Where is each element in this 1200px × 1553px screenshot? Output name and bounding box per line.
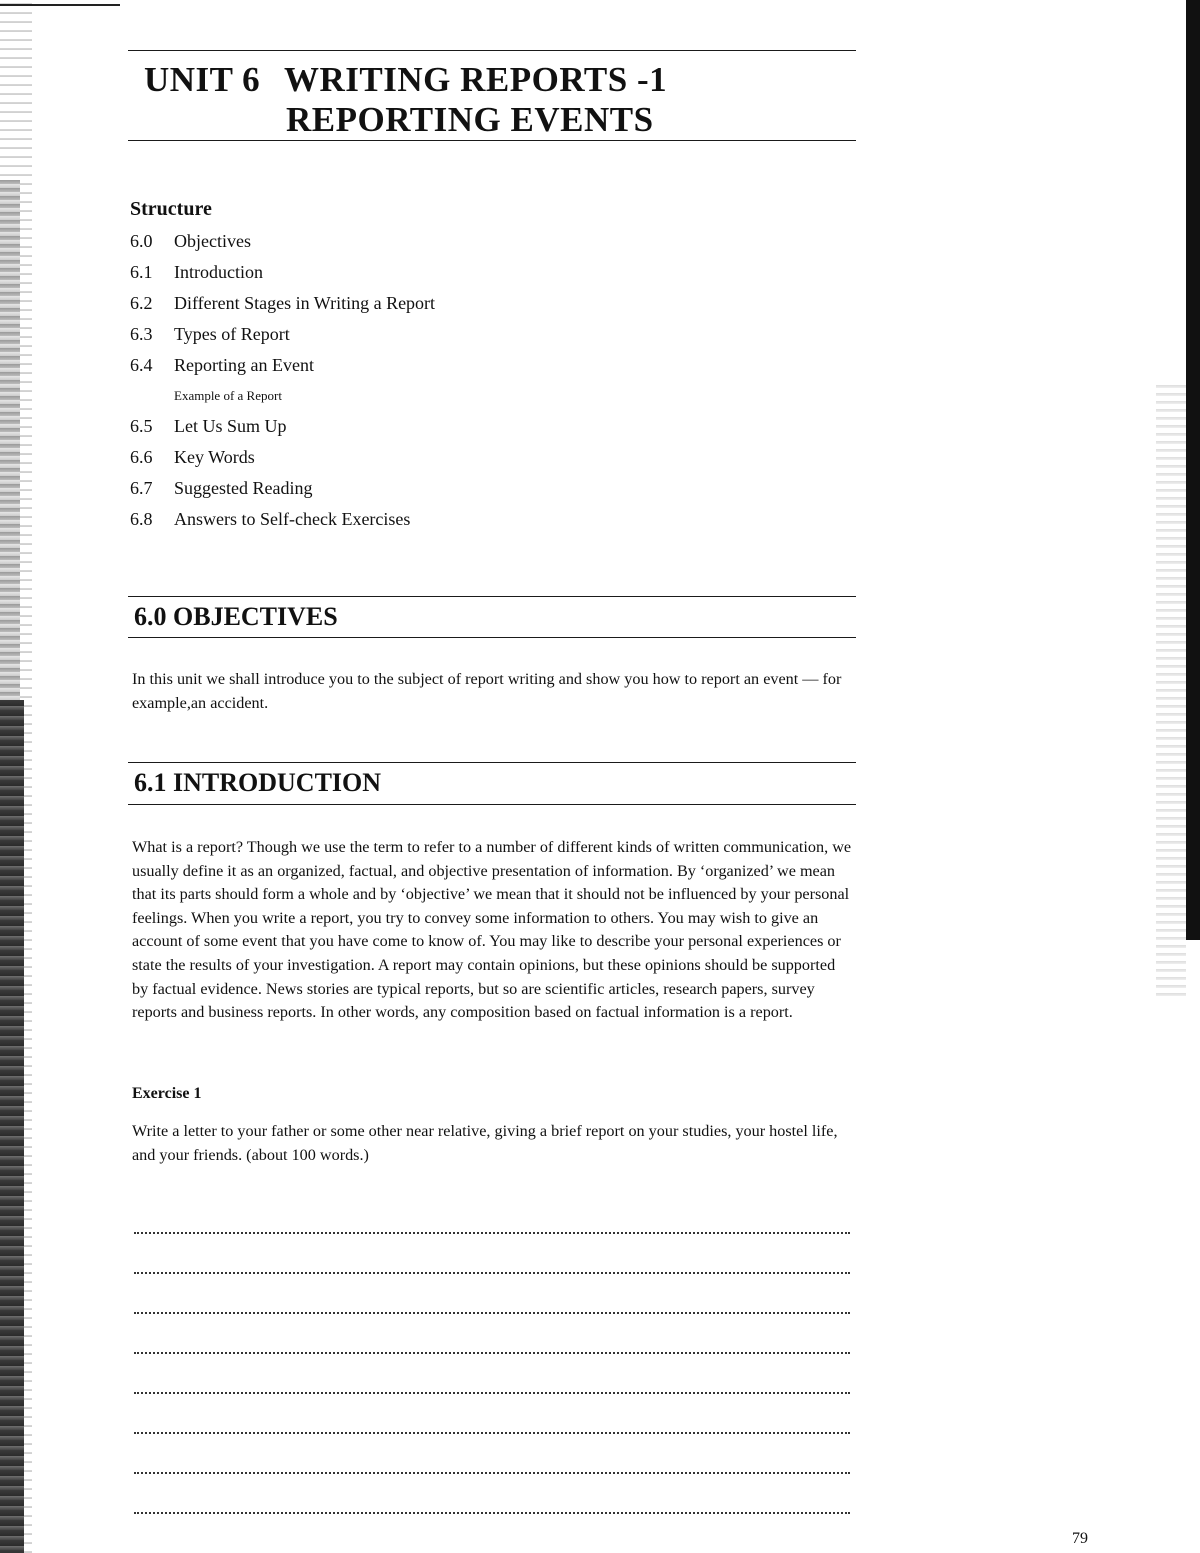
toc-label: Types of Report — [174, 324, 290, 344]
introduction-paragraph: What is a report? Though we use the term to refer to a number of different kinds of written communication, we usually define it as an organized, factual, and objective presentation of information. By ‘organized’ we mean that its parts should form a whole and by ‘objective’ we mean that it should not be influenced by your personal feelings. When you write a report, you try to convey some information to others. You may wish to give an account of some event that you have come to know of. You may like to describe your personal experiences or state the results of your investigation. A report may contain opinions, but these opinions should be supported by factual evidence. News stories are typical reports, but so are scientific articles, research papers, survey reports and business reports. In other words, any composition based on factual information is a report. — [132, 838, 852, 1022]
answer-line[interactable] — [134, 1312, 850, 1314]
toc-label: Let Us Sum Up — [174, 416, 287, 436]
toc-item — [130, 321, 435, 352]
toc-number: 6.2 — [130, 293, 153, 313]
answer-line[interactable] — [134, 1352, 850, 1354]
toc-label: Answers to Self-check Exercises — [174, 509, 411, 529]
objectives-rule-top — [128, 596, 856, 597]
toc-label: Reporting an Event — [174, 355, 314, 375]
exercise-prompt: Write a letter to your father or some other near relative, giving a brief report on your studies, your hostel life, and your friends. (about 100 words.) — [132, 1122, 838, 1164]
toc-number: 6.7 — [130, 478, 153, 498]
table-of-contents — [130, 228, 435, 537]
answer-line[interactable] — [134, 1472, 850, 1474]
toc-subitem — [130, 383, 435, 413]
unit-title-line2: REPORTING EVENTS — [286, 100, 654, 139]
scan-edge-left-noise — [0, 180, 20, 700]
unit-title — [144, 60, 667, 100]
toc-number: 6.1 — [130, 262, 153, 282]
introduction-heading: 6.1 INTRODUCTION — [134, 768, 382, 797]
toc-label: Objectives — [174, 231, 251, 251]
toc-item — [130, 506, 435, 537]
answer-line[interactable] — [134, 1232, 850, 1234]
toc-number: 6.8 — [130, 509, 153, 529]
scan-edge-right — [1186, 0, 1200, 1553]
scan-top-mark — [0, 4, 120, 6]
toc-sublabel: Example of a Report — [174, 388, 282, 403]
toc-number: 6.5 — [130, 416, 153, 436]
toc-label: Different Stages in Writing a Report — [174, 293, 436, 313]
toc-item — [130, 259, 435, 290]
objectives-paragraph: In this unit we shall introduce you to the subject of report writing and show you how to report an event — for example,an accident. — [132, 670, 842, 712]
toc-number: 6.4 — [130, 355, 153, 375]
title-rule-bottom — [128, 140, 856, 141]
toc-item — [130, 228, 435, 259]
toc-label: Suggested Reading — [174, 478, 313, 498]
toc-number: 6.6 — [130, 447, 153, 467]
exercise-heading: Exercise 1 — [132, 1085, 202, 1102]
toc-label: Key Words — [174, 447, 255, 467]
structure-heading: Structure — [130, 198, 212, 220]
introduction-rule-top — [128, 762, 856, 763]
objectives-rule-bottom — [128, 637, 856, 638]
toc-label: Introduction — [174, 262, 263, 282]
unit-title-line1: WRITING REPORTS -1 — [284, 60, 668, 99]
page-number: 79 — [1072, 1530, 1088, 1547]
scan-edge-right-noise — [1156, 380, 1186, 1000]
introduction-rule-bottom — [128, 804, 856, 805]
toc-number: 6.3 — [130, 324, 153, 344]
toc-item — [130, 352, 435, 383]
toc-item — [130, 444, 435, 475]
toc-item — [130, 413, 435, 444]
toc-item — [130, 290, 435, 321]
unit-label: UNIT 6 — [144, 60, 261, 99]
toc-item — [130, 475, 435, 506]
answer-line[interactable] — [134, 1272, 850, 1274]
answer-line[interactable] — [134, 1512, 850, 1514]
answer-line[interactable] — [134, 1392, 850, 1394]
toc-number: 6.0 — [130, 231, 153, 251]
answer-line[interactable] — [134, 1432, 850, 1434]
title-rule-top — [128, 50, 856, 51]
scan-edge-left-shadow — [0, 700, 24, 1553]
objectives-heading: 6.0 OBJECTIVES — [134, 602, 338, 631]
